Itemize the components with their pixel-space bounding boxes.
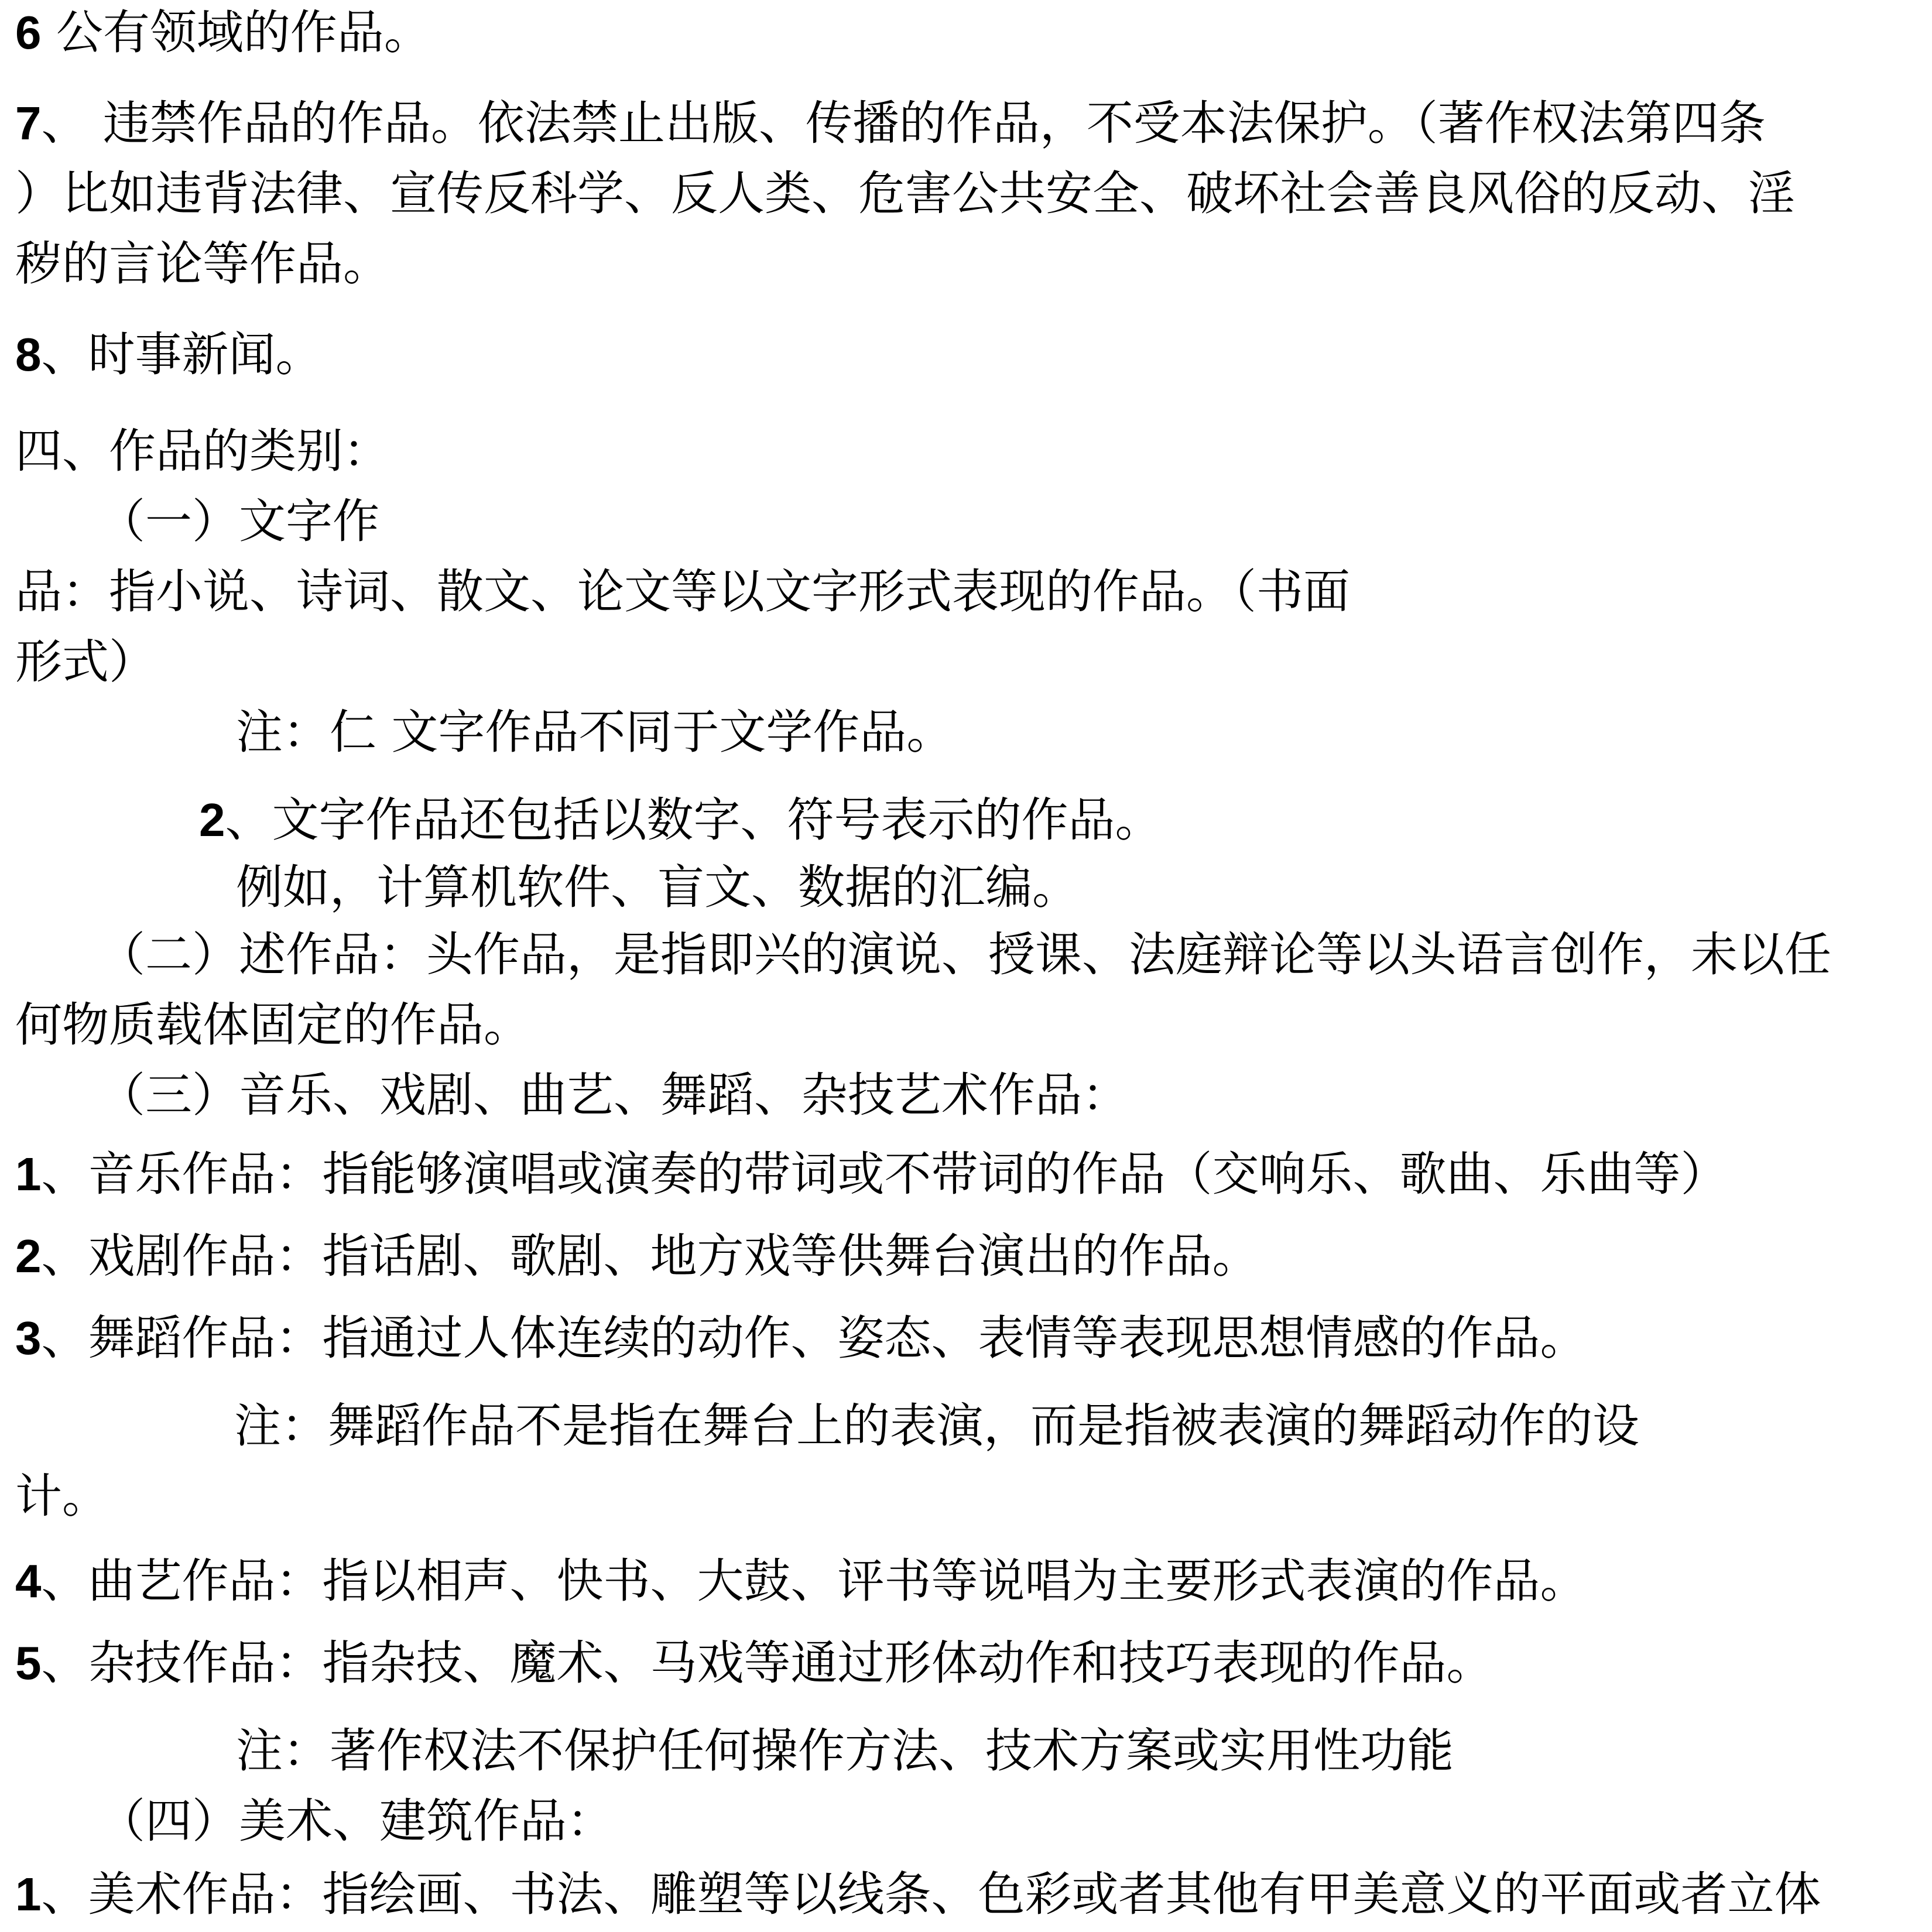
line-14: 何物质载体固定的作品。 <box>15 998 530 1052</box>
line-17: 2、戏剧作品：指话剧、歌剧、地方戏等供舞台演出的作品。 <box>15 1229 1259 1283</box>
line-9: 形式） <box>15 635 156 689</box>
line-1: 6 公有领域的作品。 <box>15 5 431 60</box>
line-6: 四、作品的类别： <box>15 424 390 478</box>
line-3: ）比如违背法律、宣传反科学、反人类、危害公共安全、破坏社会善良风俗的反动、淫 <box>15 166 1795 221</box>
line-21: 4、曲艺作品：指以相声、快书、大鼓、评书等说唱为主要形式表演的作品。 <box>15 1554 1587 1608</box>
line-16: 1、音乐作品：指能够演唱或演奏的带词或不带词的作品（交响乐、歌曲、乐曲等） <box>15 1147 1728 1201</box>
line-7: （一）文字作 <box>98 494 379 549</box>
line-15: （三）音乐、戏剧、曲艺、舞蹈、杂技艺术作品： <box>98 1068 1129 1122</box>
line-23: 注：著作权法不保护任何操作方法、技术方案或实用性功能 <box>236 1724 1454 1778</box>
line-2: 7、 违禁作品的作品。依法禁止出版、传播的作品，不受本法保护。（著作权法第四条 <box>15 96 1766 150</box>
line-24: （四）美术、建筑作品： <box>98 1794 614 1848</box>
line-11: 2、文字作品还包括以数字、符号表示的作品。 <box>199 793 1162 847</box>
line-10: 注：仁 文字作品不同于文学作品。 <box>236 705 954 759</box>
line-20: 计。 <box>15 1469 109 1523</box>
line-8: 品：指小说、诗词、散文、论文等以文字形式表现的作品。（书面 <box>15 564 1350 619</box>
line-25: 1、美术作品：指绘画、书法、雕塑等以线条、色彩或者其他有甲美意义的平面或者立体 <box>15 1867 1821 1921</box>
line-12: 例如，计算机软件、盲文、数据的汇编。 <box>236 860 1079 914</box>
line-5: 8、时事新闻。 <box>15 327 323 382</box>
line-19: 注：舞蹈作品不是指在舞台上的表演，而是指被表演的舞蹈动作的设 <box>234 1399 1639 1453</box>
line-18: 3、舞蹈作品：指通过人体连续的动作、姿态、表情等表现思想情感的作品。 <box>15 1311 1587 1365</box>
line-4: 秽的言论等作品。 <box>15 237 390 291</box>
line-13: （二）述作品：头作品，是指即兴的演说、授课、法庭辩论等以头语言创作，未以任 <box>98 927 1831 982</box>
line-22: 5、杂技作品：指杂技、魔术、马戏等通过形体动作和技巧表现的作品。 <box>15 1636 1493 1690</box>
